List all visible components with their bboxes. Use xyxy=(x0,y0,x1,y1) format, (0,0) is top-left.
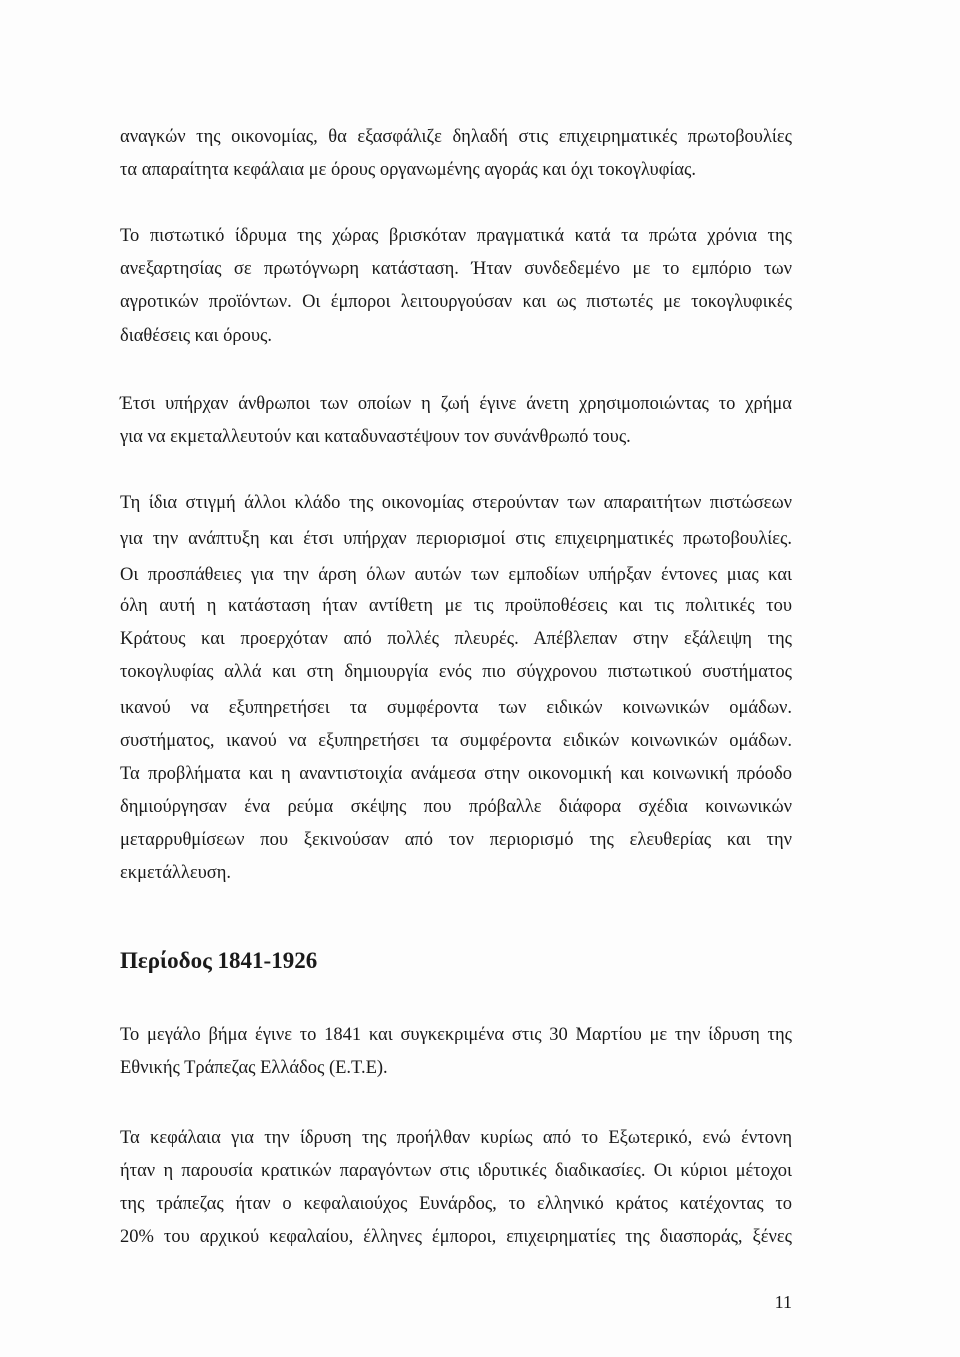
text-line: αγροτικών προϊόντων. Οι έμποροι λειτουργούσαν και ως πιστωτές με τοκογλυφικές xyxy=(120,292,792,312)
text-line: αναγκών της οικονομίας, θα εξασφάλιζε δηλαδή στις επιχειρηματικές πρωτοβουλίες xyxy=(120,127,792,147)
text-line: Το πιστωτικό ίδρυμα της χώρας βρισκόταν πραγματικά κατά τα πρώτα χρόνια της xyxy=(120,226,792,246)
text-line: Κράτους και προερχόταν από πολλές πλευρές. Απέβλεπαν στην εξάλειψη της xyxy=(120,629,792,649)
text-line: Τα προβλήματα και η αναντιστοιχία ανάμεσα στην οικονομική και κοινωνική πρόοδο xyxy=(120,764,792,784)
page-number: 11 xyxy=(774,1292,792,1312)
text-line: δημιούργησαν ένα ρεύμα σκέψης που πρόβαλλε διάφορα σχέδια κοινωνικών xyxy=(120,797,792,817)
text-line: Το μεγάλο βήμα έγινε το 1841 και συγκεκριμένα στις 30 Μαρτίου με την ίδρυση της xyxy=(120,1025,792,1045)
text-line: εκμετάλλευση. xyxy=(120,863,232,883)
text-line: της τράπεζας ήταν ο κεφαλαιούχος Ευνάρδος, το ελληνικό κράτος κατέχοντας το xyxy=(120,1194,792,1214)
section-heading: Περίοδος 1841-1926 xyxy=(120,948,318,973)
text-line: 20% του αρχικού κεφαλαίου, έλληνες έμποροι, επιχειρηματίες της διασποράς, ξένες xyxy=(120,1227,792,1247)
text-line: μεταρρυθμίσεων που ξεκινούσαν από τον περιορισμό της ελευθερίας και την xyxy=(120,830,792,850)
text-line: τοκογλυφίας αλλά και στη δημιουργία ενός πιο σύγχρονου πιστωτικού συστήματος xyxy=(120,662,792,682)
text-line: Τα κεφάλαια για την ίδρυση της προήλθαν κυρίως από το Εξωτερικό, ενώ έντονη xyxy=(120,1128,792,1148)
text-line: διαθέσεις και όρους. xyxy=(120,326,272,346)
text-line: για να εκμεταλλευτούν και καταδυναστέψουν τον συνάνθρωπό τους. xyxy=(120,427,631,447)
text-line: Οι προσπάθειες για την άρση όλων αυτών των εμποδίων υπήρξαν έντονες μιας και xyxy=(120,565,792,585)
text-line: τα απαραίτητα κεφάλαια με όρους οργανωμένης αγοράς και όχι τοκογλυφίας. xyxy=(120,160,697,180)
text-line: ανεξαρτησίας σε πρωτόγνωρη κατάσταση. Ήταν συνδεδεμένο με το εμπόριο των xyxy=(120,259,792,279)
text-line: συστήματος, ικανού να εξυπηρετήσει τα συμφέροντα ειδικών κοινωνικών ομάδων. xyxy=(120,731,792,751)
text-line: Έτσι υπήρχαν άνθρωποι των οποίων η ζωή έγινε άνετη χρησιμοποιώντας το χρήμα xyxy=(120,394,792,414)
text-line: Εθνικής Τράπεζας Ελλάδος (Ε.Τ.Ε). xyxy=(120,1058,388,1078)
text-line: όλη αυτή η κατάσταση ήταν αντίθετη με τις προϋποθέσεις και τις πολιτικές του xyxy=(120,596,792,616)
text-line: για την ανάπτυξη και έτσι υπήρχαν περιορισμοί στις επιχειρηματικές πρωτοβουλίες. xyxy=(120,529,792,549)
text-line: ικανού να εξυπηρετήσει τα συμφέροντα των ειδικών κοινωνικών ομάδων. xyxy=(120,698,792,718)
text-line: ήταν η παρουσία κρατικών παραγόντων στις ιδρυτικές διαδικασίες. Οι κύριοι μέτοχοι xyxy=(120,1161,792,1181)
text-line: Τη ίδια στιγμή άλλοι κλάδο της οικονομίας στερούνταν των απαραιτήτων πιστώσεων xyxy=(120,493,792,513)
